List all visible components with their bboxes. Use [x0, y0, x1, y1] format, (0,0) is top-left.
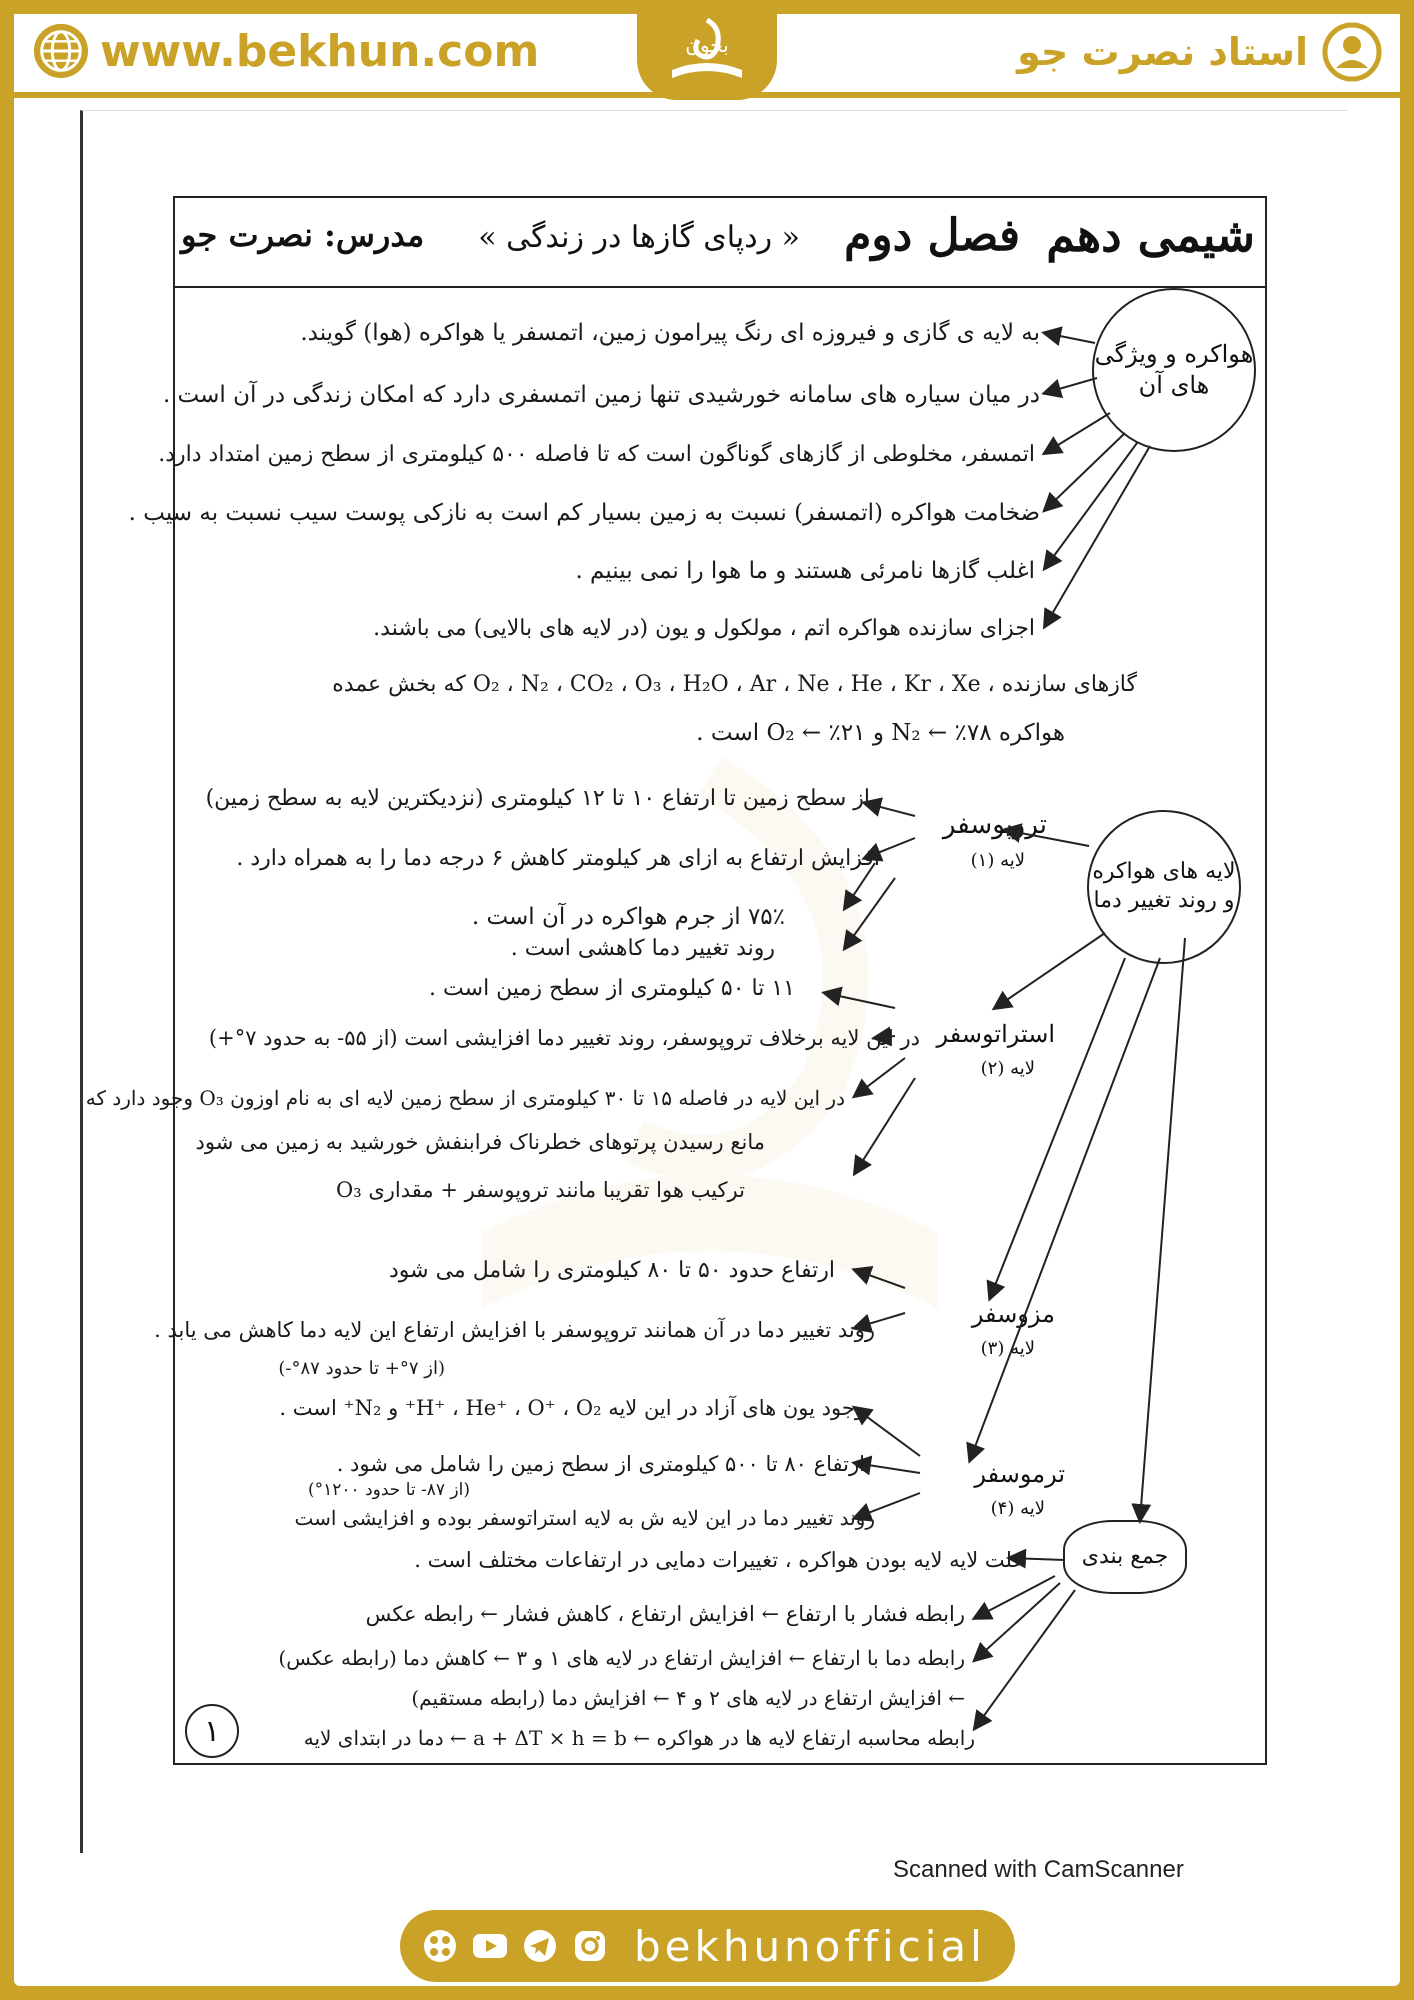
youtube-icon[interactable] [470, 1926, 510, 1966]
summary-line-1: علت لایه لایه بودن هواکره ، تغییرات دمایی در ارتفاعات مختلف است . [414, 1548, 1025, 1572]
thermosphere-line-4: (از ۸۷- تا حدود ۱۲۰۰°) [308, 1480, 470, 1500]
instagram-icon[interactable] [570, 1926, 610, 1966]
summary-line-4: ← افزایش ارتفاع در لایه های ۲ و ۴ ← افزایش دما (رابطه مستقیم) [411, 1686, 965, 1710]
stratosphere-line-5: ترکیب هوا تقریبا مانند تروپوسفر + مقداری O₃ [336, 1178, 745, 1202]
thermosphere-line-1: وجود یون های آزاد در این لایه H⁺ ، He⁺ ، O⁺ ، O₂⁺ و N₂⁺ است . [279, 1396, 865, 1420]
air-line-2: در میان سیاره های سامانه خورشیدی تنها زمین اتمسفری دارد که امکان زندگی در آن است . [162, 382, 1040, 408]
thermosphere-label: ترموسفر [974, 1460, 1065, 1488]
mesosphere-line-2: روند تغییر دما در آن همانند تروپوسفر با افزایش ارتفاع این لایه دما کاهش می یابد . [154, 1318, 875, 1342]
brand-logo [637, 0, 777, 100]
air-bubble: هواکره و ویژگی های آن [1092, 288, 1256, 452]
troposphere-line-4: روند تغییر دما کاهشی است . [510, 936, 775, 961]
layers-bubble: لایه های هواکره و روند تغییر دما [1087, 810, 1241, 964]
stratosphere-line-2: در این لایه برخلاف تروپوسفر، روند تغییر دما افزایشی است (از ۵۵- به حدود ۷°+) [208, 1026, 920, 1050]
air-line-6: اجزای سازنده هواکره اتم ، مولکول و یون (در لایه های بالایی) می باشند. [373, 616, 1035, 641]
thermosphere-line-2: ارتفاع ۸۰ تا ۵۰۰ کیلومتری از سطح زمین را شامل می شود . [336, 1452, 865, 1476]
summary-line-2: رابطه فشار با ارتفاع ← افزایش ارتفاع ، کاهش فشار ← رابطه عکس [365, 1602, 965, 1626]
logo-text: بخون [685, 33, 729, 57]
stratosphere-line-1: ۱۱ تا ۵۰ کیلومتری از سطح زمین است . [429, 976, 795, 1001]
scanner-watermark: Scanned with CamScanner [893, 1856, 1184, 1883]
air-line-5: اغلب گازها نامرئی هستند و ما هوا را نمی بینیم . [575, 558, 1035, 584]
mesosphere-layer: لایه (۳) [980, 1338, 1035, 1359]
mesosphere-label: مزوسفر [971, 1300, 1055, 1328]
telegram-icon[interactable] [520, 1926, 560, 1966]
troposphere-line-2: افزایش ارتفاع به ازای هر کیلومتر کاهش ۶ درجه دما را به همراه دارد . [236, 846, 880, 871]
user-icon [1322, 22, 1382, 82]
social-handle[interactable]: bekhunofficial [634, 1921, 986, 1971]
globe-icon [32, 22, 90, 80]
air-line-7: گازهای سازنده ، O₂ ، N₂ ، CO₂ ، O₃ ، H₂O ، Ar ، Ne ، He ، Kr ، Xe که بخش عمده [332, 672, 1137, 697]
air-line-1: به لایه ی گازی و فیروزه ای رنگ پیرامون زمین، اتمسفر یا هواکره (هوا) گویند. [300, 320, 1040, 346]
stratosphere-label: استراتوسفر [936, 1020, 1055, 1048]
troposphere-layer: لایه (۱) [970, 850, 1025, 871]
troposphere-line-3: ۷۵٪ از جرم هواکره در آن است . [471, 904, 785, 930]
subject-title: شیمی دهم [1046, 208, 1255, 262]
topic-title: « ردپای گازها در زندگی » [478, 220, 800, 255]
aparat-icon[interactable] [420, 1926, 460, 1966]
teacher-label [1017, 22, 1382, 82]
summary-line-3: رابطه دما با ارتفاع ← افزایش ارتفاع در لایه های ۱ و ۳ ← کاهش دما (رابطه عکس) [278, 1646, 965, 1670]
teacher-credit: مدرس: نصرت جو [181, 216, 425, 254]
troposphere-label: تروپوسفر [942, 810, 1047, 840]
mesosphere-line-3: (از ۷°+ تا حدود ۸۷°-) [278, 1358, 445, 1379]
troposphere-line-1: از سطح زمین تا ارتفاع ۱۰ تا ۱۲ کیلومتری (نزدیکترین لایه به سطح زمین) [205, 786, 870, 811]
thermosphere-line-3: روند تغییر دما در این لایه ش به لایه استراتوسفر بوده و افزایشی است [294, 1506, 875, 1530]
air-line-8: هواکره ۷۸٪ ← N₂ و ۲۱٪ ← O₂ است . [696, 720, 1065, 746]
air-line-4: ضخامت هواکره (اتمسفر) نسبت به زمین بسیار کم است به نازکی پوست سیب نسبت به سیب . [128, 500, 1040, 526]
summary-bubble: جمع بندی [1063, 1520, 1187, 1594]
social-footer[interactable] [400, 1910, 1015, 1982]
site-url[interactable]: www.bekhun.com [100, 25, 540, 77]
notes-sheet [85, 196, 1267, 1765]
stratosphere-line-4: مانع رسیدن پرتوهای خطرناک فرابنفش خورشید به زمین می شود [195, 1130, 765, 1154]
site-link[interactable] [32, 22, 539, 80]
summary-line-5: رابطه محاسبه ارتفاع لایه ها در هواکره ← a + ΔT × h = b ← دما در ابتدای لایه [303, 1726, 975, 1750]
stratosphere-layer: لایه (۲) [980, 1058, 1035, 1079]
concept-arrows [175, 198, 1265, 1763]
thermosphere-layer: لایه (۴) [990, 1498, 1045, 1519]
air-line-3: اتمسفر، مخلوطی از گازهای گوناگون است که تا فاصله ۵۰۰ کیلومتری از سطح زمین امتداد دارد. [158, 442, 1035, 467]
stratosphere-line-3: در این لایه در فاصله ۱۵ تا ۳۰ کیلومتری از سطح زمین لایه ای به نام اوزون O₃ وجود دارد که [85, 1086, 845, 1110]
teacher-name: استاد نصرت جو [1017, 30, 1308, 74]
mesosphere-line-1: ارتفاع حدود ۵۰ تا ۸۰ کیلومتری را شامل می شود [388, 1258, 835, 1283]
book-logo-icon [662, 8, 752, 92]
page-number: ۱ [185, 1704, 239, 1758]
chapter-title: فصل دوم [844, 210, 1020, 261]
